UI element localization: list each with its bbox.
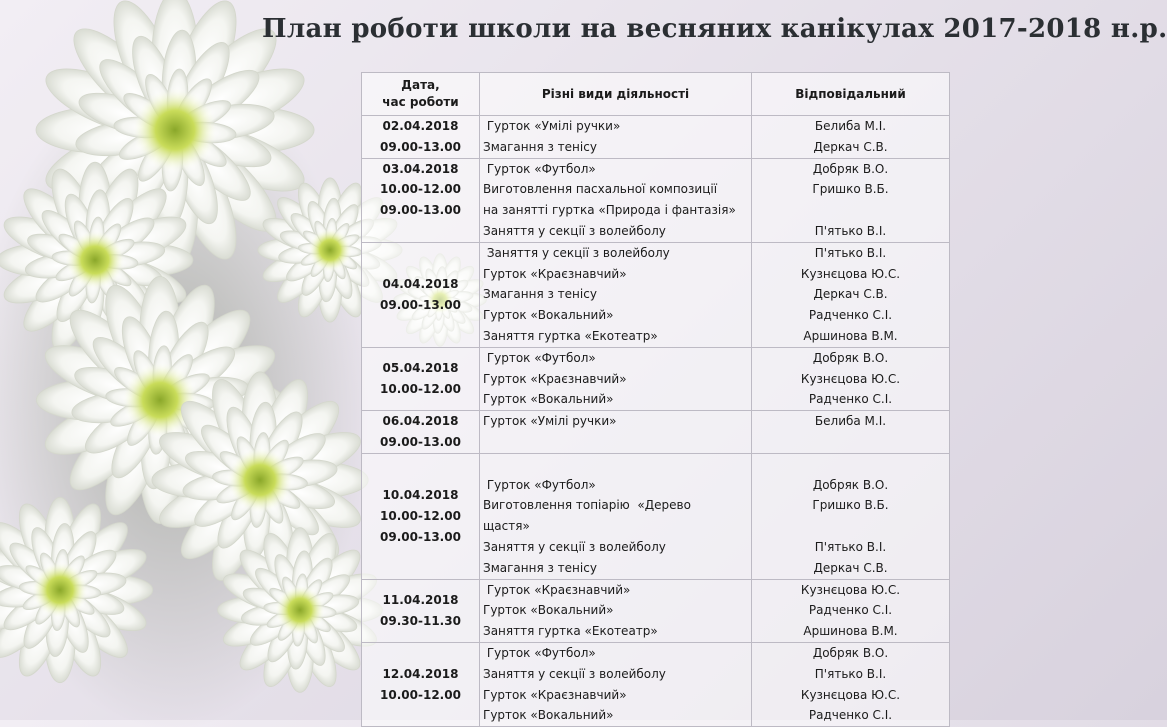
activities-cell [480,411,752,454]
responsible-line: Аршинова В.М. [803,624,898,639]
responsible-line: Кузнєцова Ю.С. [800,582,901,597]
activity-line: Гурток «Футбол» [483,477,596,492]
responsible-line: Добряк В.О. [812,350,889,365]
date-line: 10.00-12.00 [380,182,461,197]
activity-line: Заняття у секції з волейболу [483,245,670,260]
responsible-line: Деркач С.В. [813,560,888,575]
chrysanthemum-flower [218,528,383,693]
responsible-line: П'ятько В.І. [814,245,887,260]
activities-cell [480,453,752,579]
activity-line [483,454,751,475]
table-row [362,116,950,159]
responsible-line: Радченко С.І. [808,708,893,723]
date-cell [362,242,480,347]
activity-line: Гурток «Краєзнавчий» [483,687,627,702]
date-line: 09.00-13.00 [380,434,461,449]
responsible-line: Радченко С.І. [808,392,893,407]
responsible-line: Добряк В.О. [812,161,889,176]
activity-line: Гурток «Футбол» [483,350,596,365]
date-line: 03.04.2018 [382,161,459,176]
responsible-line: П'ятько В.І. [814,223,887,238]
header-activities-label: Різні види діяльності [541,86,690,101]
date-line: 10.00-12.00 [380,381,461,396]
responsible-line: Аршинова В.М. [803,328,898,343]
date-line: 09.30-11.30 [380,613,461,628]
activity-line: Виготовлення топіарію «Дерево [483,498,691,513]
activity-line: Заняття у секції з волейболу [483,539,666,554]
responsible-line: Деркач С.В. [813,139,888,154]
responsible-line: Деркач С.В. [813,287,888,302]
activity-line: щастя» [483,519,530,534]
responsible-cell [752,242,950,347]
responsible-cell [752,411,950,454]
responsible-line [752,454,949,475]
header-activities [480,73,752,116]
activities-cell [480,579,752,642]
responsible-cell [752,347,950,410]
responsible-line: Кузнєцова Ю.С. [800,687,901,702]
table-row [362,158,950,242]
header-responsible [752,73,950,116]
date-line: 09.00-13.00 [380,139,461,154]
header-date-line: Дата, [401,78,440,92]
date-line: 10.00-12.00 [380,687,461,702]
activity-line: Гурток «Вокальний» [483,392,614,407]
table-row [362,453,950,579]
activity-line: Гурток «Умілі ручки» [483,119,621,133]
header-responsible-label: Відповідальний [795,86,906,101]
responsible-line: Белиба М.І. [814,414,887,429]
date-line: 12.04.2018 [382,666,459,681]
activity-line: Гурток «Краєзнавчий» [483,582,631,597]
date-line: 10.04.2018 [382,487,459,502]
activity-line: Заняття у секції з волейболу [483,666,666,681]
schedule-table-container [361,72,949,723]
responsible-line [752,200,949,221]
activity-line: на занятті гуртка «Природа і фантазія» [483,203,736,218]
responsible-line: Радченко С.І. [808,308,893,323]
date-line: 11.04.2018 [382,592,459,607]
activity-line: Гурток «Вокальний» [483,308,614,323]
date-line: 09.00-13.00 [380,297,461,312]
responsible-cell [752,642,950,726]
responsible-line: П'ятько В.І. [814,666,887,681]
date-cell [362,116,480,159]
activity-line: Гурток «Футбол» [483,161,596,176]
date-cell [362,579,480,642]
activities-cell [480,347,752,410]
date-cell [362,411,480,454]
responsible-line: Белиба М.І. [814,119,887,133]
date-cell [362,642,480,726]
header-date-line: час роботи [382,95,459,109]
date-line: 09.00-13.00 [380,529,461,544]
responsible-cell [752,116,950,159]
activity-line: Змагання з тенісу [483,560,597,575]
responsible-line: Кузнєцова Ю.С. [800,266,901,281]
table-row [362,242,950,347]
activity-line: Гурток «Умілі ручки» [483,414,617,429]
responsible-cell [752,158,950,242]
responsible-line: Гришко В.Б. [812,498,889,513]
responsible-cell [752,453,950,579]
date-line: 09.00-13.00 [380,203,461,218]
date-line: 05.04.2018 [382,361,459,376]
date-line: 10.00-12.00 [380,508,461,523]
responsible-line: Добряк В.О. [812,477,889,492]
responsible-line: Гришко В.Б. [812,182,889,197]
table-row [362,642,950,726]
activity-line: Заняття гуртка «Екотеатр» [483,328,658,343]
responsible-line: Кузнєцова Ю.С. [800,371,901,386]
table-header-row [362,73,950,116]
activity-line: Гурток «Футбол» [483,645,596,660]
responsible-line: Добряк В.О. [812,645,889,660]
activities-cell [480,242,752,347]
activity-line: Заняття у секції з волейболу [483,223,666,238]
activity-line: Гурток «Вокальний» [483,708,614,723]
table-row [362,579,950,642]
activities-cell [480,642,752,726]
table-row [362,347,950,410]
responsible-cell [752,579,950,642]
date-cell [362,158,480,242]
date-line: 04.04.2018 [382,276,459,291]
activity-line: Змагання з тенісу [483,139,597,154]
responsible-line: П'ятько В.І. [814,539,887,554]
date-line: 02.04.2018 [382,119,459,133]
date-cell [362,347,480,410]
page-title: План роботи школи на весняних канікулах 2017-2018 н.р. [262,14,1167,44]
activity-line: Змагання з тенісу [483,287,597,302]
table-row [362,411,950,454]
date-line: 06.04.2018 [382,414,459,429]
activity-line: Виготовлення пасхальної композиції [483,182,718,197]
responsible-line: Радченко С.І. [808,603,893,618]
date-cell [362,453,480,579]
responsible-line [752,432,949,453]
activity-line [483,432,751,453]
activities-cell [480,116,752,159]
activity-line: Заняття гуртка «Екотеатр» [483,624,658,639]
header-date [362,73,480,116]
activity-line: Гурток «Вокальний» [483,603,614,618]
schedule-table [361,72,950,727]
activity-line: Гурток «Краєзнавчий» [483,371,627,386]
activity-line: Гурток «Краєзнавчий» [483,266,627,281]
responsible-line [752,516,949,537]
activities-cell [480,158,752,242]
